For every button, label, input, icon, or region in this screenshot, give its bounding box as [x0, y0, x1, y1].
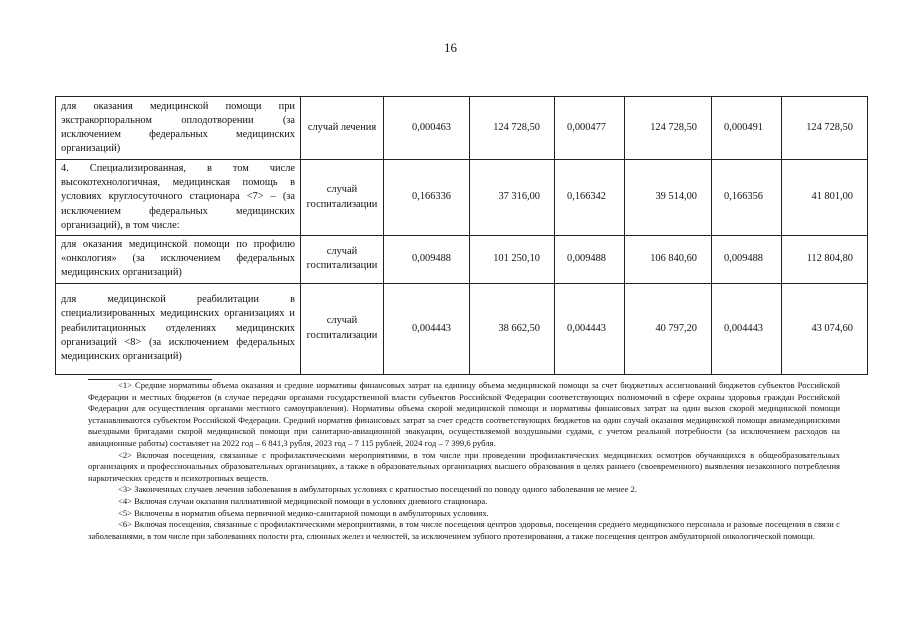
- volume-2024-cell: 0,009488: [712, 236, 782, 284]
- cost-2024-cell: 112 804,80: [782, 236, 868, 284]
- volume-2022-cell: 0,009488: [384, 236, 470, 284]
- volume-2023-cell: 0,009488: [555, 236, 625, 284]
- cost-2022-cell: 37 316,00: [470, 160, 555, 236]
- cost-2023-cell: 40 797,20: [625, 283, 712, 374]
- footnote-4: <4> Включая случаи оказания паллиативной медицинской помощи в условиях дневного стационара.: [118, 495, 488, 506]
- footnote-3: <3> Законченных случаев лечения заболевания в амбулаторных условиях с кратностью посещений по поводу одного заболевания не менее 2.: [118, 484, 637, 495]
- footnote-5: <5> Включены в норматив объема первичной медико-санитарной помощи в амбулаторных условиях.: [118, 507, 489, 518]
- volume-2022-cell: 0,004443: [384, 283, 470, 374]
- volume-2024-cell: 0,004443: [712, 283, 782, 374]
- volume-2023-cell: 0,004443: [555, 283, 625, 374]
- unit-cell: случай госпитализации: [301, 236, 384, 284]
- table-row: [56, 283, 868, 374]
- cost-2024-cell: 124 728,50: [782, 97, 868, 160]
- volume-2023-cell: 0,000477: [555, 97, 625, 160]
- cost-2022-cell: 124 728,50: [470, 97, 555, 160]
- service-name-cell: для оказания медицинской помощи по профилю «онкология» (за исключением федеральных медицинских организаций): [56, 236, 301, 284]
- norms-table: [55, 96, 868, 375]
- cost-2023-cell: 106 840,60: [625, 236, 712, 284]
- page-number: 16: [444, 40, 457, 55]
- unit-cell: случай госпитализации: [301, 160, 384, 236]
- cost-2024-cell: 43 074,60: [782, 283, 868, 374]
- cost-2024-cell: 41 801,00: [782, 160, 868, 236]
- unit-cell: случай госпитализации: [301, 283, 384, 374]
- footnotes: [88, 380, 840, 542]
- cost-2022-cell: 38 662,50: [470, 283, 555, 374]
- volume-2024-cell: 0,000491: [712, 97, 782, 160]
- table-row: [56, 160, 868, 236]
- footnote-2: <2> Включая посещения, связанные с профилактическими мероприятиями, в том числе при проведении профилактических медицинских осмотров обучающихся в общеобразовательных организациях и профессиональных образовательных организациях, а также в образовательных организациях высшего образования в целях раннего (своевременного) выявления незаконного потребления наркотических средств и психотропных веществ.: [88, 449, 840, 483]
- footnote-1: <1> Средние нормативы объема оказания и средние нормативы финансовых затрат на единицу объема медицинской помощи за счет бюджетных ассигнований бюджетов субъектов Российской Федерации и местных бюджетов (в случае передачи органами государственной власти субъектов Российской Федерации соответствующих полномочий в сфере охраны здоровья граждан Российской Федерации для осуществления органами местного самоуправления). Нормативы объема скорой медицинской помощи и нормативы финансовых затрат на один вызов скорой медицинской помощи устанавливаются субъектом Российской Федерации. Средний норматив финансовых затрат за счет средств соответствующих бюджетов на один случай оказания медицинской помощи авиамедицинскими выездными бригадами скорой медицинской помощи при санитарно-авиационной эвакуации, осуществляемой воздушными судами, с учетом реальной потребности (за исключением расходов на авиационные работы) составляет на 2022 год – 6 841,3 рубля, 2023 год – 7 115 рублей, 2024 год – 7 399,6 рубля.: [88, 380, 840, 448]
- service-name-cell: 4. Специализированная, в том числе высокотехнологичная, медицинская помощь в условиях круглосуточного стационара <7> – (за исключением федеральных медицинских организаций), в том числе:: [56, 160, 301, 236]
- cost-2023-cell: 39 514,00: [625, 160, 712, 236]
- service-name-cell: для медицинской реабилитации в специализированных медицинских организациях и реабилитационных отделениях медицинских организаций <8> (за исключением федеральных медицинских организаций): [56, 283, 301, 374]
- table-row: [56, 97, 868, 160]
- volume-2022-cell: 0,166336: [384, 160, 470, 236]
- footnote-6: <6> Включая посещения, связанные с профилактическими мероприятиями, в том числе посещения центров здоровья, посещения среднего медицинского персонала и разовые посещения в связи с заболеваниями, в том числе при заболеваниях полости рта, слюнных желез и челюстей, за исключением зубного протезирования, а также посещения центров амбулаторной онкологической помощи.: [88, 519, 840, 541]
- service-name-cell: для оказания медицинской помощи при экстракорпоральном оплодотворении (за исключением федеральных медицинских организаций): [56, 97, 301, 160]
- unit-cell: случай лечения: [301, 97, 384, 160]
- volume-2023-cell: 0,166342: [555, 160, 625, 236]
- cost-2022-cell: 101 250,10: [470, 236, 555, 284]
- table-row: [56, 236, 868, 284]
- cost-2023-cell: 124 728,50: [625, 97, 712, 160]
- volume-2024-cell: 0,166356: [712, 160, 782, 236]
- volume-2022-cell: 0,000463: [384, 97, 470, 160]
